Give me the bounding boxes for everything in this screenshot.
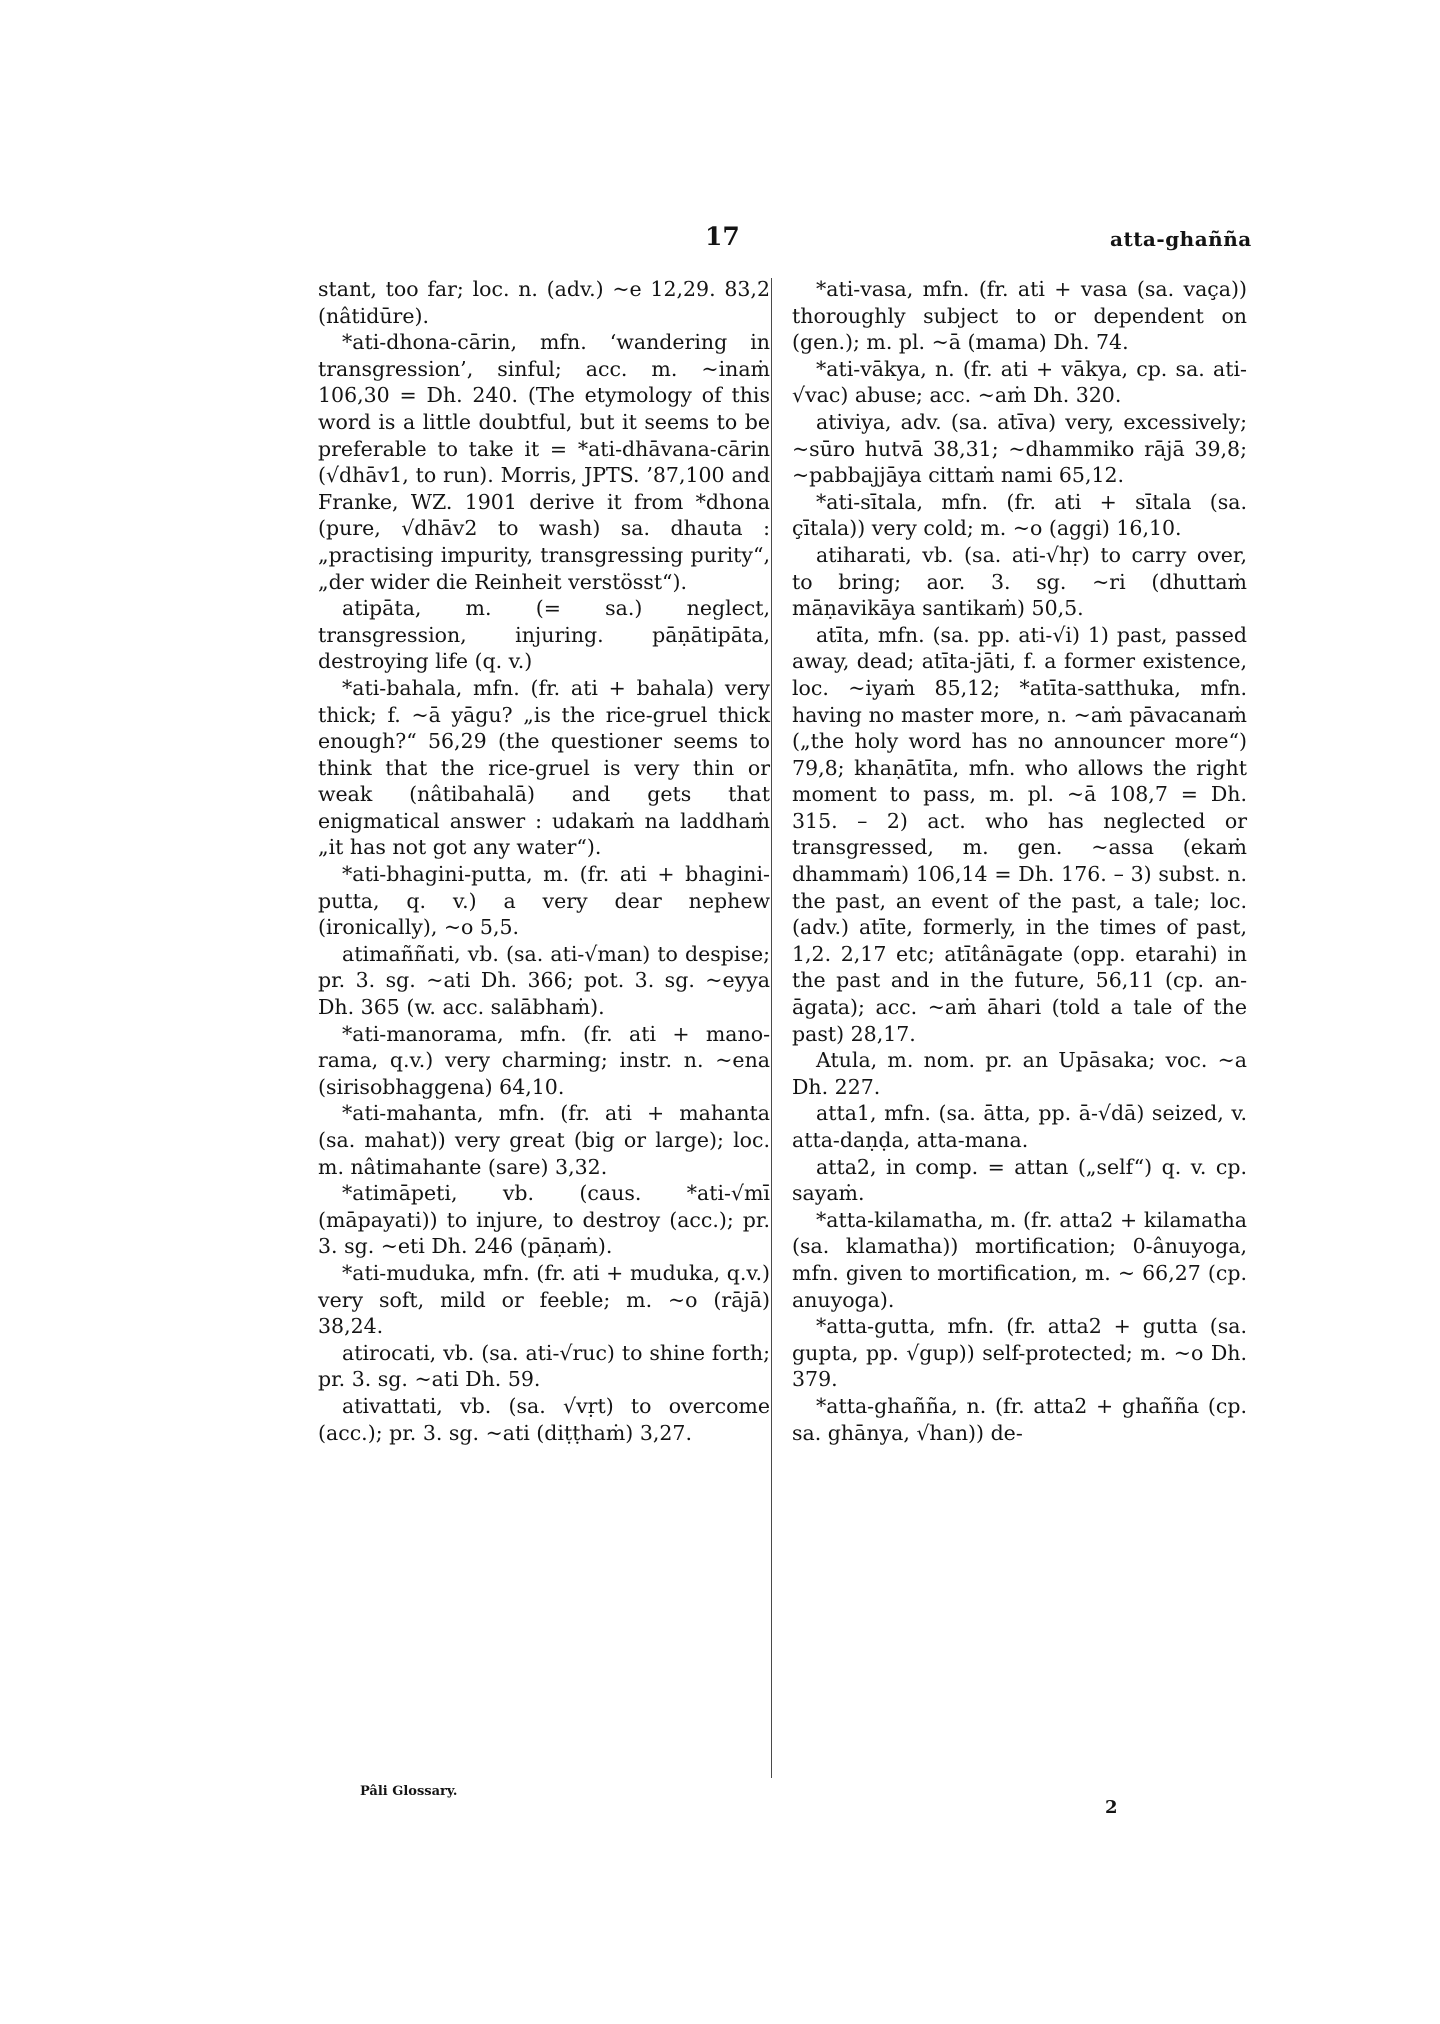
glossary-entry: *atta-kilamatha, m. (fr. atta2 + kilamatha (sa. klamatha)) mortification; 0-ânuyoga, mfn. given to mortification, m. ~ 66,27 (cp. anuyoga). [792,1207,1247,1312]
glossary-entry: *ati-vākya, n. (fr. ati + vākya, cp. sa. ati-√vac) abuse; acc. ~aṁ Dh. 320. [792,356,1247,408]
glossary-entry: *ati-bhagini-putta, m. (fr. ati + bhagini-putta, q. v.) a very dear nephew (ironically), ~o 5,5. [318,862,770,940]
signature-mark: 2 [1105,1797,1118,1818]
glossary-entry: atimaññati, vb. (sa. ati-√man) to despise; pr. 3. sg. ~ati Dh. 366; pot. 3. sg. ~eyya Dh. 365 (w. acc. salābhaṁ). [318,941,770,1020]
glossary-entry: *ati-muduka, mfn. (fr. ati + muduka, q.v.) very soft, mild or feeble; m. ~o (rājā) 38,24. [318,1260,770,1339]
page-number: 17 [705,222,740,251]
glossary-entry: *atta-gutta, mfn. (fr. atta2 + gutta (sa. gupta, pp. √gup)) self-protected; m. ~o Dh. 379. [792,1314,1247,1392]
glossary-entry: ativiya, adv. (sa. atīva) very, excessively; ~sūro hutvā 38,31; ~dhammiko rājā 39,8; ~pabbajjāya cittaṁ nami 65,12. [792,409,1247,488]
glossary-entry: Atula, m. nom. pr. an Upāsaka; voc. ~a Dh. 227. [792,1048,1247,1099]
glossary-entry: atta2, in comp. = attan („self“) q. v. cp. sayaṁ. [792,1154,1247,1206]
glossary-entry: *ati-mahanta, mfn. (fr. ati + mahanta (sa. mahat)) very great (big or large); loc. m. nâtimahante (sare) 3,32. [318,1101,770,1179]
glossary-entry: *ati-dhona-cārin, mfn. ‘wandering in transgression’, sinful; acc. m. ~inaṁ 106,30 = Dh. 240. (The etymology of this word is a little doubtful, but it seems to be preferable to take it = *ati-dhāvana-cārin (√dhāv1, to run). Morris, JPTS. ’87,100 and Franke, WZ. 1901 derive it from *dhona (pure, √dhāv2 to wash) sa. dhauta : „practising impurity, transgressing purity“, „der wider die Reinheit verstösst“). [318,330,770,594]
glossary-entry: stant, too far; loc. n. (adv.) ~e 12,29. 83,2 (nâtidūre). [318,277,770,328]
glossary-entry: atta1, mfn. (sa. ātta, pp. ā-√dā) seized, v. atta-daṇḍa, atta-mana. [792,1101,1247,1152]
right-column [792,276,1247,1446]
glossary-entry: *ati-sītala, mfn. (fr. ati + sītala (sa. çītala)) very cold; m. ~o (aggi) 16,10. [792,489,1247,541]
glossary-entry: atīta, mfn. (sa. pp. ati-√i) 1) past, passed away, dead; atīta-jāti, f. a former existence, loc. ~iyaṁ 85,12; *atīta-satthuka, mfn. having no master more, n. ~aṁ pāvacanaṁ („the holy word has no announcer more“) 79,8; khaṇātīta, mfn. who allows the right moment to pass, m. pl. ~ā 108,7 = Dh. 315. – 2) act. who has neglected or transgressed, m. gen. ~assa (ekaṁ dhammaṁ) 106,14 = Dh. 176. – 3) subst. n. the past, an event of the past, a tale; loc. (adv.) atīte, formerly, in the times of past, 1,2. 2,17 etc; atītânāgate (opp. etarahi) in the past and in the future, 56,11 (cp. an-āgata); acc. ~aṁ āhari (told a tale of the past) 28,17. [792,622,1247,1046]
glossary-entry: atipāta, m. (= sa.) neglect, transgression, injuring. pāṇātipāta, destroying life (q. v.) [318,596,770,674]
left-column [318,276,770,1446]
book-title-footer: Pâli Glossary. [360,1784,458,1799]
glossary-entry: *atta-ghañña, n. (fr. atta2 + ghañña (cp. sa. ghānya, √han)) de- [792,1393,1247,1445]
glossary-entry: atirocati, vb. (sa. ati-√ruc) to shine forth; pr. 3. sg. ~ati Dh. 59. [318,1340,770,1392]
glossary-entry: ativattati, vb. (sa. √vṛt) to overcome (acc.); pr. 3. sg. ~ati (diṭṭhaṁ) 3,27. [318,1393,770,1445]
column-divider [771,278,772,1778]
glossary-entry: *ati-bahala, mfn. (fr. ati + bahala) very thick; f. ~ā yāgu? „is the rice-gruel thick enough?“ 56,29 (the questioner seems to think that the rice-gruel is very thin or weak (nâtibahalā) and gets that enigmatical answer : udakaṁ na laddhaṁ „it has not got any water“). [318,675,770,860]
glossary-entry: atiharati, vb. (sa. ati-√hṛ) to carry over, to bring; aor. 3. sg. ~ri (dhuttaṁ māṇavikāya santikaṁ) 50,5. [792,542,1247,621]
glossary-entry: *atimāpeti, vb. (caus. *ati-√mī (māpayati)) to injure, to destroy (acc.); pr. 3. sg. ~eti Dh. 246 (pāṇaṁ). [318,1181,770,1259]
glossary-entry: *ati-vasa, mfn. (fr. ati + vasa (sa. vaça)) thoroughly subject to or dependent on (gen.); m. pl. ~ā (mama) Dh. 74. [792,277,1247,355]
glossary-entry: *ati-manorama, mfn. (fr. ati + mano-rama, q.v.) very charming; instr. n. ~ena (sirisobhaggena) 64,10. [318,1021,770,1099]
running-head: atta-ghañña [1110,227,1252,251]
